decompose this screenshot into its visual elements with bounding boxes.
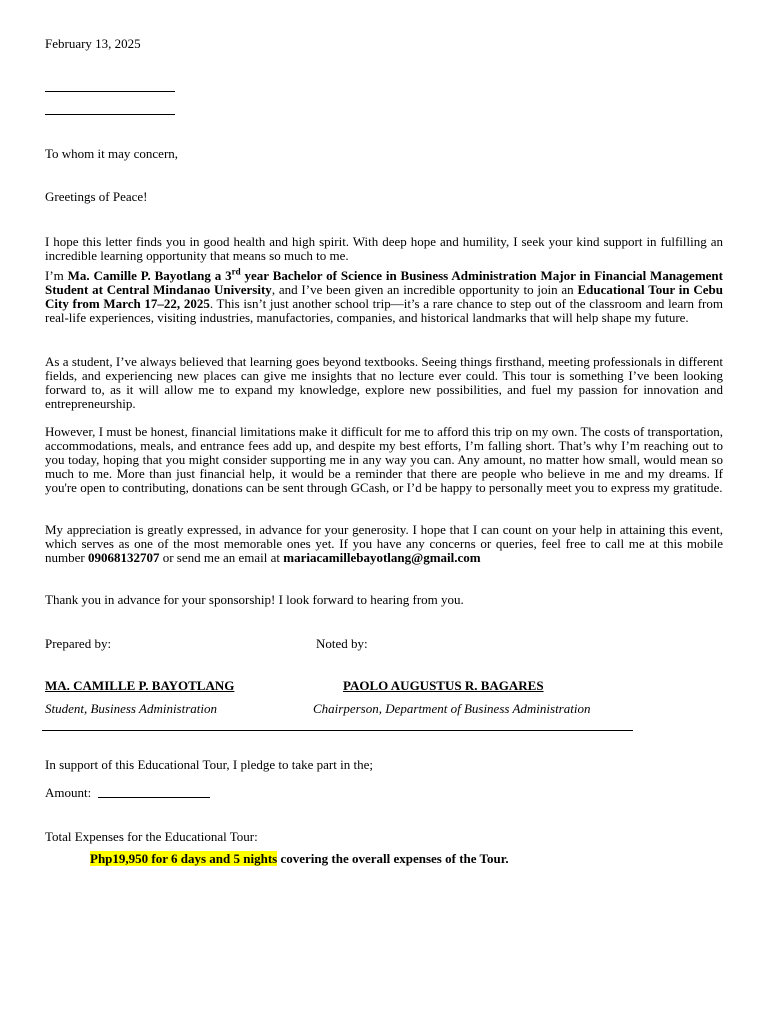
- tour-details: Educational Tour in Cebu City from March 17–22, 2025: [45, 282, 724, 311]
- paragraph-financial: However, I must be honest, financial limitations make it difficult for me to afford this trip on my own. The costs of transportation, accommodations, meals, and entrance fees add up, and despite my best efforts, I’m falling short. That’s why I’m reaching out to you today, hoping that you might consider supporting me in any way you can. Any amount, no matter how small, would mean so much to me. More than just financial help, it would be a reminder that there are people who believe in me and my dreams. If you're open to contributing, donations can be sent through GCash, or I’d be happy to personally meet you to express my gratitude.: [45, 424, 723, 495]
- noted-by-label: Noted by:: [316, 636, 368, 651]
- recipient-blank-line-2: [45, 114, 175, 115]
- p2-prefix: I’m: [45, 268, 68, 283]
- ordinal-suffix: rd: [231, 266, 241, 277]
- email-address: mariacamillebayotlang@gmail.com: [283, 550, 481, 565]
- signer2-name: PAOLO AUGUSTUS R. BAGARES: [343, 678, 544, 693]
- signer1-name: MA. CAMILLE P. BAYOTLANG: [45, 678, 235, 693]
- salutation: To whom it may concern,: [45, 146, 179, 161]
- pledge-statement: In support of this Educational Tour, I pledge to take part in the;: [45, 757, 373, 772]
- expenses-rest: covering the overall expenses of the Tour.: [277, 851, 509, 866]
- expenses-detail: [90, 852, 509, 866]
- closing-line: Thank you in advance for your sponsorship! I look forward to hearing from you.: [45, 592, 464, 607]
- paragraph-intro: I hope this letter finds you in good health and high spirit. With deep hope and humility, I seek your kind support in fulfilling an incredible learning opportunity that means so much to me.: [45, 234, 723, 263]
- letter-date: February 13, 2025: [45, 36, 141, 51]
- expenses-label: Total Expenses for the Educational Tour:: [45, 829, 258, 844]
- amount-row: [45, 786, 210, 800]
- greeting: Greetings of Peace!: [45, 189, 148, 204]
- amount-label: Amount:: [45, 785, 92, 800]
- prepared-by-label: Prepared by:: [45, 636, 112, 651]
- paragraph-learning: As a student, I’ve always believed that learning goes beyond textbooks. Seeing things firsthand, meeting professionals in different fields, and experiencing new places can give me insights that no lecture ever could. This tour is something I’ve been looking forward to, as it will allow me to expand my knowledge, explore new possibilities, and fuel my passion for innovation and entrepreneurship.: [45, 354, 723, 411]
- signer2-title: Chairperson, Department of Business Administration: [313, 701, 591, 716]
- mobile-number: 09068132707: [87, 550, 160, 565]
- paragraph-introduction-self: I’m Ma. Camille P. Bayotlang a 3rd year Bachelor of Science in Business Administration Major in Financial Management Student at Central Mindanao University, and I’ve been given an incredible opportunity to join an Educational Tour in Cebu City from March 17–22, 2025. This isn’t just another school trip—it’s a rare chance to step out of the classroom and learn from real-life experiences, visiting industries, manufactories, companies, and historical landmarks that will help shape my future.: [45, 266, 724, 325]
- signer1-title: Student, Business Administration: [45, 701, 218, 716]
- section-divider: [42, 730, 633, 731]
- expenses-highlight: Php19,950 for 6 days and 5 nights: [90, 851, 278, 866]
- student-name: Ma. Camille P. Bayotlang a 3rd year Bachelor of Science in Business Administration Major in Financial Management Student at Central Mindanao University: [45, 266, 723, 297]
- amount-blank-line: [98, 797, 210, 798]
- paragraph-appreciation: My appreciation is greatly expressed, in advance for your generosity. I hope that I can count on your help in attaining this event, which serves as one of the most memorable ones yet. If you have any concerns or queries, feel free to call me at this mobile number 09068132707 or send me an email at mariacamillebayotlang@gmail.com: [45, 522, 723, 565]
- recipient-blank-line-1: [45, 91, 175, 92]
